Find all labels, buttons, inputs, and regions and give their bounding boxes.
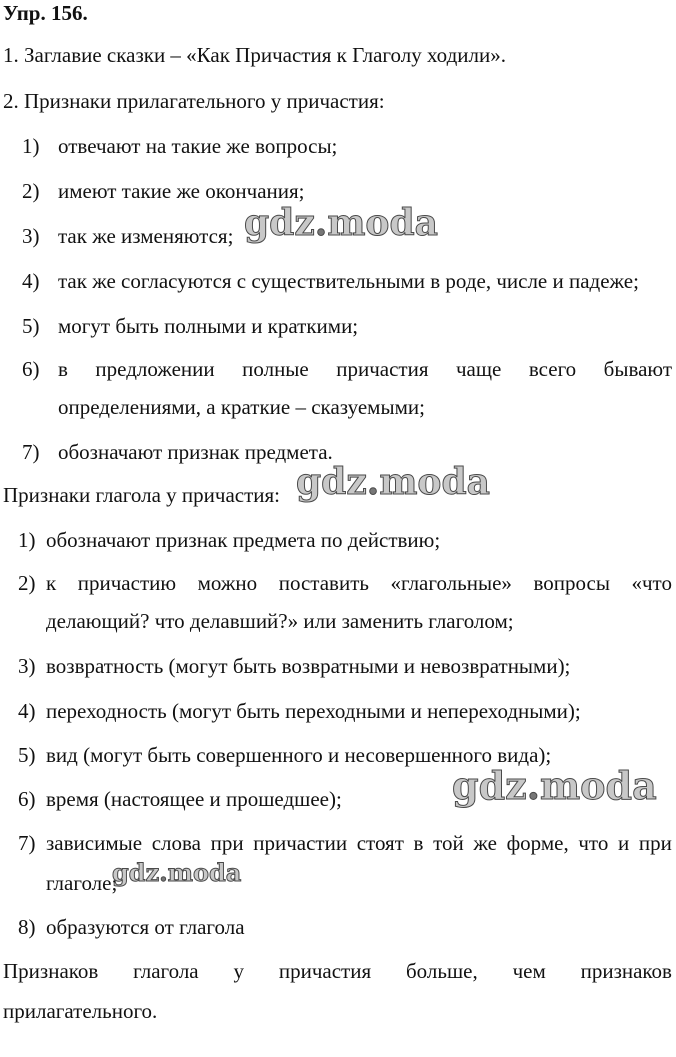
- watermark-part: moda: [379, 461, 490, 503]
- watermark-part: moda: [167, 858, 242, 887]
- w: форме,: [506, 831, 569, 855]
- w: при: [638, 831, 672, 855]
- list-item-text: отвечают на такие же вопросы;: [58, 134, 338, 158]
- w: к: [46, 571, 57, 595]
- list-item-text-justified: [46, 830, 672, 856]
- watermark-part: gdz: [112, 858, 160, 887]
- paragraph-4-justified: [3, 958, 672, 984]
- w: полные: [242, 357, 309, 381]
- watermark-logo: [452, 763, 657, 808]
- w: стоят: [356, 831, 404, 855]
- w: причастию: [77, 571, 177, 595]
- watermark-part: .: [159, 858, 168, 887]
- watermark-part: gdz: [244, 202, 315, 244]
- w: можно: [197, 571, 258, 595]
- paragraph-3: Признаки глагола у причастия:: [3, 483, 280, 507]
- w: в: [58, 357, 68, 381]
- list-item-text: так же согласуются с существительными в роде, числе и падеже;: [58, 269, 639, 293]
- watermark-part: moda: [327, 202, 438, 244]
- watermark-part: gdz: [452, 763, 527, 808]
- watermark-part: .: [526, 763, 540, 808]
- watermark-part: moda: [539, 763, 657, 808]
- list-item-text: могут быть полными и краткими;: [58, 314, 359, 338]
- w: же: [473, 831, 497, 855]
- w: у: [233, 959, 244, 983]
- w: чаще: [456, 357, 502, 381]
- list-item-number: 2): [22, 179, 40, 203]
- list-item-number: 6): [18, 787, 36, 811]
- w: больше,: [405, 959, 478, 983]
- watermark-logo: [112, 858, 241, 887]
- list-item-text: возвратность (могут быть возвратными и невозвратными);: [46, 654, 571, 678]
- w: и: [617, 831, 630, 855]
- list-item-text-cont: глаголе;: [46, 871, 118, 895]
- paragraph-4-cont: прилагательного.: [3, 999, 158, 1023]
- list-item-number: 7): [22, 440, 40, 464]
- watermark-part: .: [314, 202, 328, 244]
- list-item-number: 7): [18, 831, 36, 855]
- list-item-number: 4): [18, 699, 36, 723]
- w: причастия: [278, 959, 372, 983]
- list-item-number: 6): [22, 357, 40, 381]
- w: «глагольные»: [390, 571, 512, 595]
- paragraph-1: 1. Заглавие сказки – «Как Причастия к Глаголу ходили».: [3, 43, 506, 67]
- list-item-text: обозначают признак предмета по действию;: [46, 528, 441, 552]
- w: той: [433, 831, 464, 855]
- list-item-number: 1): [22, 134, 40, 158]
- w: причастия: [336, 357, 429, 381]
- w: при: [210, 831, 244, 855]
- list-item-text: переходность (могут быть переходными и непереходными);: [46, 699, 581, 723]
- watermark-logo: [296, 461, 490, 503]
- exercise-title: Упр. 156.: [3, 1, 88, 25]
- w: в: [413, 831, 424, 855]
- list-item-number: 5): [22, 314, 40, 338]
- list-item-text-cont: определениями, а краткие – сказуемыми;: [58, 395, 425, 419]
- list-item-text: имеют такие же окончания;: [58, 179, 305, 203]
- w: причастии: [253, 831, 348, 855]
- list-item-text: обозначают признак предмета.: [58, 440, 333, 464]
- list-item-number: 3): [22, 224, 40, 248]
- list-item-number: 4): [22, 269, 40, 293]
- watermark-part: gdz: [296, 461, 367, 503]
- list-item-number: 5): [18, 743, 36, 767]
- list-item-text: образуются от глагола: [46, 915, 245, 939]
- w: бывают: [603, 357, 672, 381]
- list-item-number: 8): [18, 915, 36, 939]
- paragraph-2: 2. Признаки прилагательного у причастия:: [3, 89, 385, 113]
- list-item-text: так же изменяются;: [58, 224, 234, 248]
- list-item-number: 1): [18, 528, 36, 552]
- w: глагола: [133, 959, 199, 983]
- w: «что: [631, 571, 672, 595]
- w: вопросы: [533, 571, 610, 595]
- w: зависимые: [46, 831, 143, 855]
- w: чем: [512, 959, 546, 983]
- w: что: [578, 831, 609, 855]
- w: признаков: [580, 959, 672, 983]
- list-item-number: 2): [18, 571, 36, 595]
- list-item-text-justified: [58, 356, 672, 382]
- list-item-text: время (настоящее и прошедшее);: [46, 787, 342, 811]
- w: поставить: [278, 571, 369, 595]
- watermark-part: .: [366, 461, 380, 503]
- list-item-text: вид (могут быть совершенного и несовершенного вида);: [46, 743, 552, 767]
- list-item-text-cont: делающий? что делавший?» или заменить глаголом;: [46, 609, 514, 633]
- w: предложении: [95, 357, 215, 381]
- list-item-number: 3): [18, 654, 36, 678]
- w: слова: [151, 831, 201, 855]
- list-item-text-justified: [46, 570, 672, 596]
- watermark-logo: [244, 202, 438, 244]
- w: всего: [528, 357, 577, 381]
- w: Признаков: [3, 959, 99, 983]
